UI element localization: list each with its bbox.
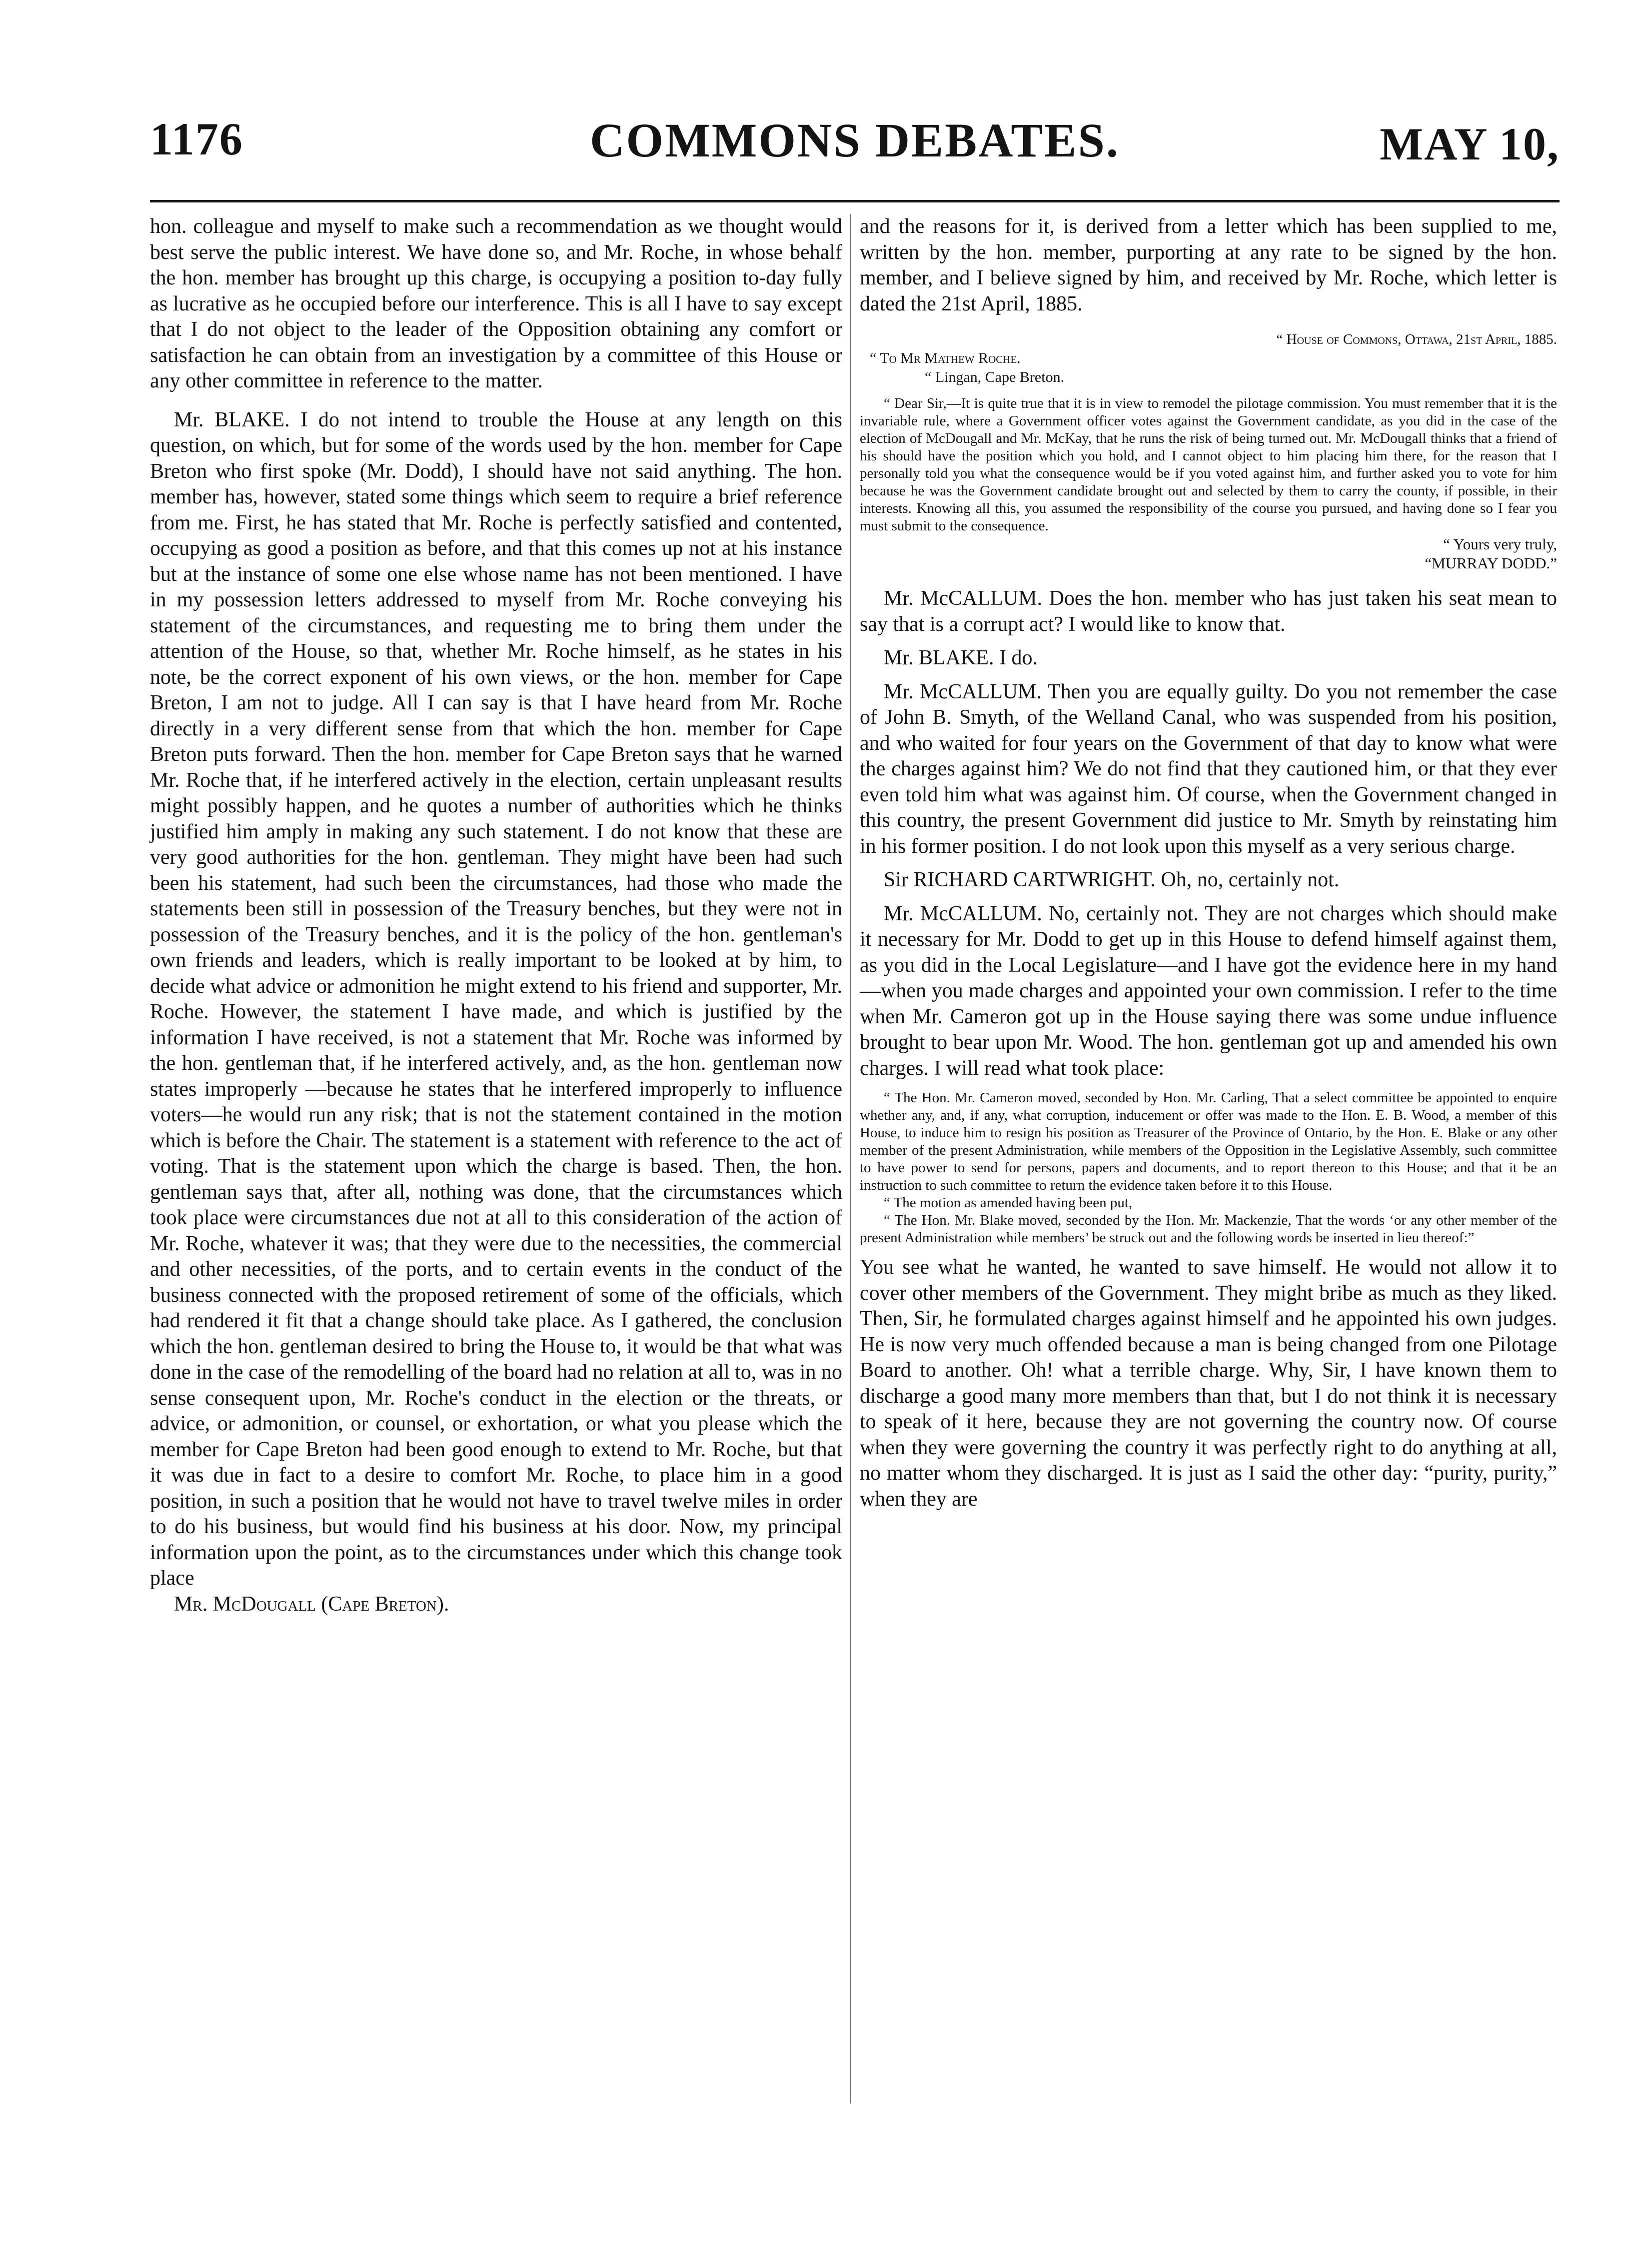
quoted-motion: “ The Hon. Mr. Cameron moved, seconded by Hon. Mr. Carling, That a select committee be appointed to enquire whether any, and, if any, what corruption, inducement or offer was made to the Hon. E. B. Wood, a member of this House, to induce him to resign his position as Treasurer of the Province of Ontario, by the Hon. E. Blake or any other member of the present Administration, while members of the Opposition in the Legislative Assembly, such committee to have power to send for persons, papers and documents, and to report thereon to this House; and that it be an instruction to such committee to return the evidence taken before it to this House. bbox=[860, 1090, 1557, 1193]
paragraph: Sir RICHARD CARTWRIGHT. Oh, no, certainly not. bbox=[884, 868, 1340, 891]
letter-heading: “ House of Commons, Ottawa, 21st April, 1885. bbox=[1276, 331, 1557, 347]
left-footer: Mr. McDougall (Cape Breton). bbox=[174, 1592, 449, 1616]
paragraph: and the reasons for it, is derived from a letter which has been supplied to me, written by the hon. member, purporting at any rate to be signed by the hon. member, and I believe signed by him, and received by Mr. Roche, which letter is dated the 21st April, 1885. bbox=[860, 215, 1557, 315]
page-date: MAY 10, bbox=[1380, 118, 1560, 169]
column-divider bbox=[850, 214, 851, 2104]
page-header bbox=[150, 112, 1560, 177]
page-number: 1176 bbox=[150, 113, 243, 164]
paragraph: Mr. McCALLUM. Then you are equally guilty. Do you not remember the case of John B. Smyth, of the Welland Canal, who was suspended from his position, and who waited for four years on the Government of that day to know what were the charges against him? We do not find that they cautioned him, or that they ever even told him what was against him. Of course, when the Government changed in this country, the present Government did justice to Mr. Smyth by reinstating him in his former position. I do not look upon this myself as a very serious charge. bbox=[860, 680, 1557, 858]
quoted-motion: “ The Hon. Mr. Blake moved, seconded by the Hon. Mr. Mackenzie, That the words ‘or any other member of the present Administration while members’ be struck out and the following words be inserted in lieu thereof:” bbox=[860, 1212, 1557, 1246]
quoted-motion: “ The motion as amended having been put, bbox=[884, 1195, 1133, 1211]
paragraph: Mr. McCALLUM. Does the hon. member who has just taken his seat mean to say that is a corrupt act? I would like to know that. bbox=[860, 587, 1557, 636]
paragraph: Mr. McCALLUM. No, certainly not. They are not charges which should make it necessary for Mr. Dodd to get up in this House to defend himself against them, as you did in the Local Legislature—and I have got the evidence here in my hand—when you made charges and appointed your own commission. I refer to the time when Mr. Cameron got up in the House saying there was some undue influence brought to bear upon Mr. Wood. The hon. gentleman got up and amended his own charges. I will read what took place: bbox=[860, 902, 1557, 1080]
letter-location: “ Lingan, Cape Breton. bbox=[925, 369, 1065, 385]
header-rule bbox=[150, 200, 1560, 202]
right-column bbox=[860, 214, 1557, 1512]
paragraph: Mr. BLAKE. I do. bbox=[884, 646, 1038, 669]
letter-signature: “MURRAY DODD.” bbox=[1425, 554, 1557, 572]
publication-title: COMMONS DEBATES. bbox=[590, 113, 1120, 167]
left-column bbox=[150, 214, 842, 1617]
paragraph: hon. colleague and myself to make such a recommendation as we thought would best serve the public interest. We have done so, and Mr. Roche, in whose behalf the hon. member has brought up this charge, is occupying a position to-day fully as lucrative as he occupied before our interference. This is all I have to say except that I do not object to the leader of the Opposition obtaining any comfort or satisfaction he can obtain from an investigation by a committee of this House or any other committee in reference to the matter. bbox=[150, 215, 842, 392]
letter-body: “ Dear Sir,—It is quite true that it is in view to remodel the pilotage commission. You must remember that it is the invariable rule, where a Government officer votes against the Government candidate, as you did in the case of the election of McDougall and Mr. McKay, that he runs the risk of being turned out. Mr. McDougall thinks that a friend of his should have the position which you hold, and I cannot object to him placing him there, for the reason that I personally told you what the consequence would be if you voted against him, and further asked you to vote for him because he was the Government candidate brought out and selected by them to carry the county, if possible, in their interests. Knowing all this, you assumed the responsibility of the course you pursued, and having done so I fear you must submit to the consequence. bbox=[860, 395, 1557, 534]
paragraph: You see what he wanted, he wanted to save himself. He would not allow it to cover other members of the Government. They might bribe as much as they liked. Then, Sir, he formulated charges against himself and he appointed his own judges. He is now very much offended because a man is being changed from one Pilotage Board to another. Oh! what a terrible charge. Why, Sir, I have known them to discharge a good many more members than that, but I do not think it is necessary to speak of it here, because they are not governing the country now. Of course when they were governing the country it was perfectly right to do anything at all, no matter whom they discharged. It is just as I said the other day: “purity, purity,” when they are bbox=[860, 1256, 1557, 1511]
letter-addressee: “ To Mr Mathew Roche. bbox=[870, 350, 1021, 366]
letter-closing: “ Yours very truly, bbox=[1443, 535, 1557, 553]
paragraph: Mr. BLAKE. I do not intend to trouble the House at any length on this question, on which, but for some of the words used by the hon. member for Cape Breton who first spoke (Mr. Dodd), I should have not said anything. The hon. member has, however, stated some things which seem to require a brief reference from me. First, he has stated that Mr. Roche is perfectly satisfied and contented, occupying as good a position as before, and that this comes up not at his instance but at the instance of some one else whose name has not been mentioned. I have in my possession letters addressed to myself from Mr. Roche conveying his statement of the circumstances, and requesting me to bring them under the attention of the House, so that, whether Mr. Roche himself, as he states in his note, be the correct exponent of his own views, or the hon. member for Cape Breton, I am not to judge. All I can say is that I have heard from Mr. Roche directly in a very different sense from that which the hon. member for Cape Breton puts forward. Then the hon. member for Cape Breton says that he warned Mr. Roche that, if he interfered actively in the election, certain unpleasant results might possibly happen, and he quotes a number of authorities which he thinks justified him amply in making any such statement. I do not know that these are very good authorities for the hon. gentleman. They might have been had such been his statement, had such been the circumstances, had those who made the statements been still in possession of the Treasury benches, but they were not in possession of the Treasury benches, and it is the policy of the hon. gentleman's own friends and leaders, which is really important to be looked at by him, to decide what advice or admonition he might extend to his friend and supporter, Mr. Roche. However, the statement I have made, and which is justified by the information I have received, is not a statement that Mr. Roche was informed by the hon. gentleman that, if he interfered actively, and, as the hon. gentleman now states improperly —because he states that he interfered improperly to influence voters—he would run any risk; that is not the statement contained in the motion which is before the Chair. The statement is a statement with reference to the act of voting. That is the statement upon which the charge is based. Then, the hon. gentleman says that, after all, nothing was done, that the circumstances which took place were circumstances due not at all to this consideration of the action of Mr. Roche, whatever it was; that they were due to the necessities, the commercial and other necessities, of the ports, and to certain events in the conduct of the business connected with the proposed retirement of some of the officials, which had rendered it fit that a change should take place. As I gathered, the conclusion which the hon. gentleman desired to bring the House to, it would be that what was done in the case of the remodelling of the board had no relation at all to, was in no sense consequent upon, Mr. Roche's conduct in the election or the threats, or advice, or admonition, or counsel, or exhortation, or what you please which the member for Cape Breton had been good enough to extend to Mr. Roche, but that it was due in fact to a desire to comfort Mr. Roche, to place him in a good position, in such a position that he would not have to travel twelve miles in order to do his business, but would find his business at his door. Now, my principal information upon the point, as to the circumstances under which this change took place bbox=[150, 408, 842, 1590]
